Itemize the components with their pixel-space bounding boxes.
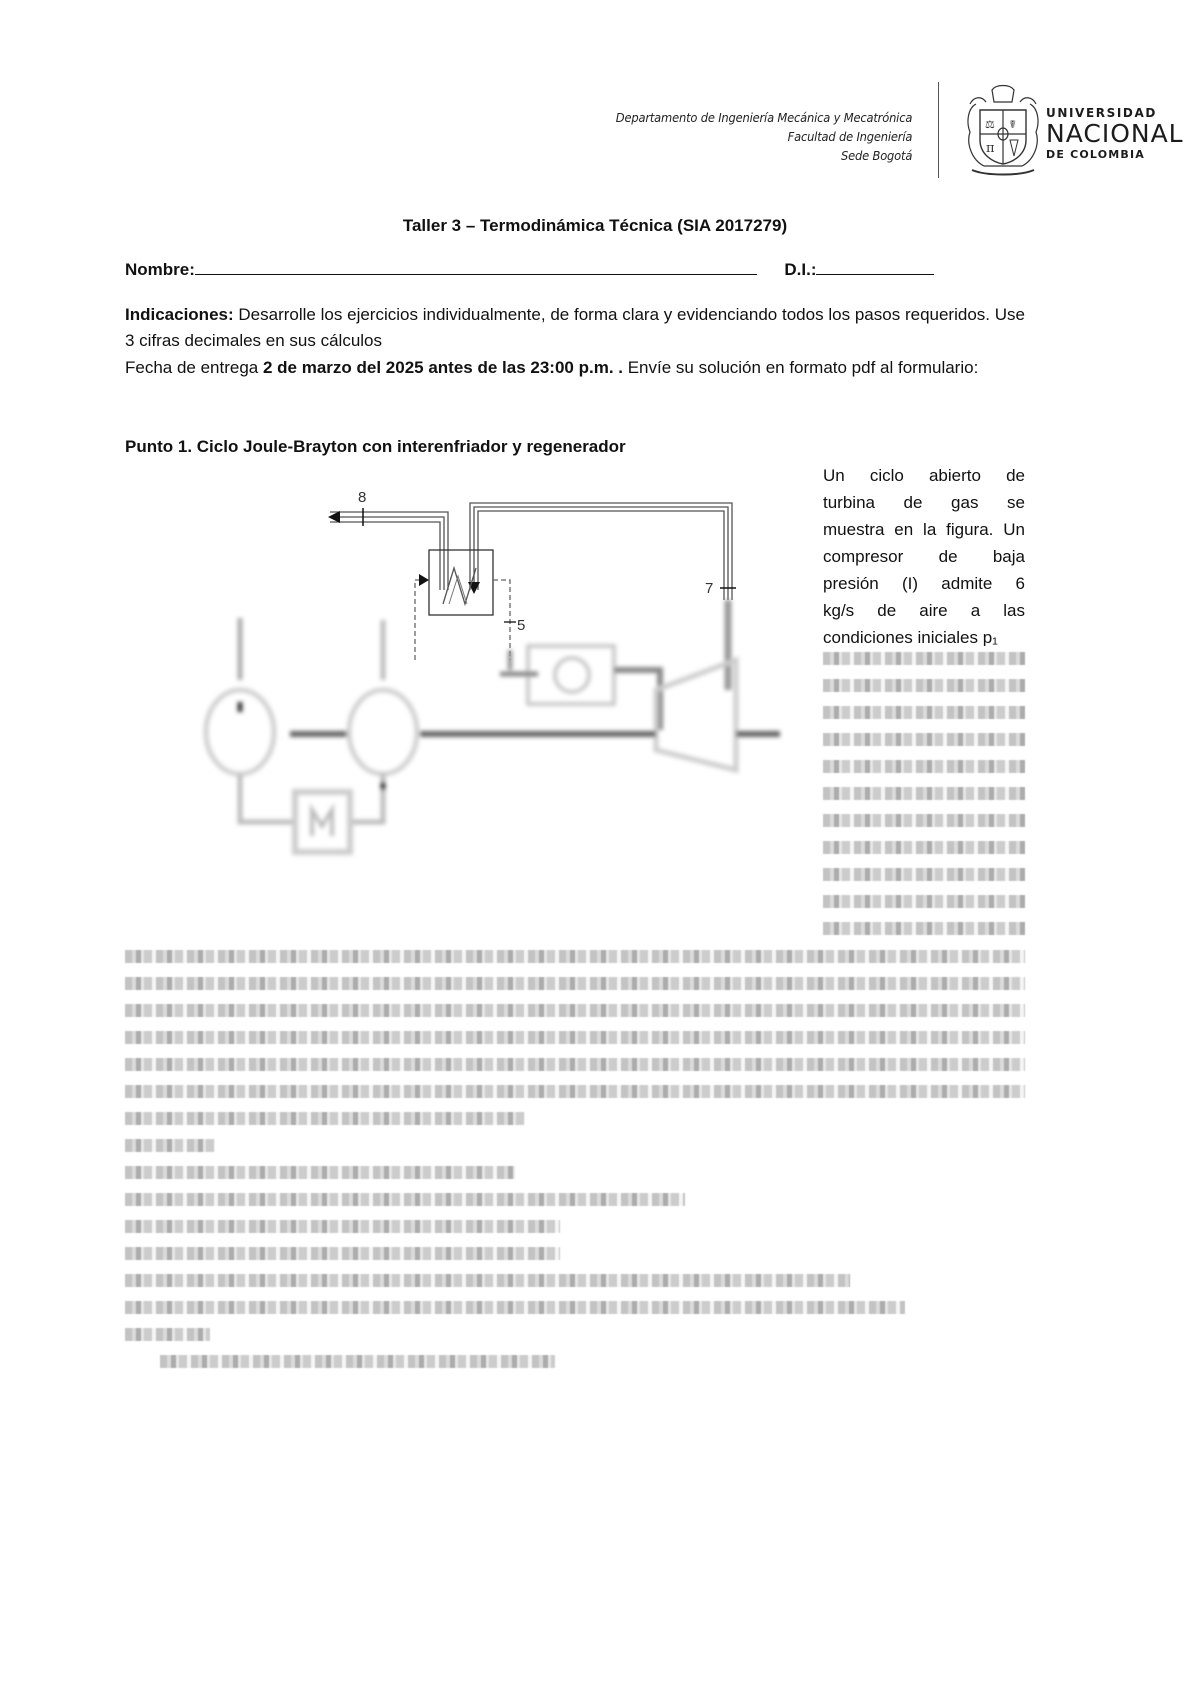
redacted-line bbox=[125, 1085, 1025, 1098]
redacted-line bbox=[125, 1301, 905, 1314]
redacted-line bbox=[125, 1193, 685, 1206]
document-title: Taller 3 – Termodinámica Técnica (SIA 2017279) bbox=[402, 216, 788, 235]
due-date-paragraph bbox=[125, 355, 1025, 381]
turbine-exhaust-pipe-7 bbox=[470, 503, 732, 600]
caduceus-symbol: ☤ bbox=[1009, 119, 1017, 131]
exhaust-pipe-8 bbox=[330, 512, 448, 590]
redacted-line bbox=[125, 1328, 210, 1341]
problem-line: presión (I) admite 6 bbox=[823, 574, 1025, 593]
redacted-line bbox=[160, 1355, 555, 1368]
header-divider bbox=[938, 82, 939, 178]
redacted-line bbox=[125, 1112, 525, 1125]
air-outlet-dashed-5 bbox=[493, 580, 510, 660]
department-line: Departamento de Ingeniería Mecánica y Mecatrónica bbox=[615, 110, 912, 125]
redacted-line bbox=[125, 1004, 1025, 1017]
harp-icon bbox=[1010, 140, 1018, 156]
name-label: Nombre: bbox=[125, 260, 195, 279]
pixelated-diagram-region bbox=[206, 600, 780, 852]
redacted-line bbox=[823, 706, 1025, 719]
university-line3: DE COLOMBIA bbox=[1046, 148, 1146, 161]
scales-symbol: ⚖ bbox=[985, 119, 995, 131]
instructions-paragraph bbox=[125, 302, 1025, 354]
due-date: 2 de marzo del 2025 antes de las 23:00 p.m. . bbox=[262, 358, 623, 377]
campus-line: Sede Bogotá bbox=[840, 148, 912, 163]
redacted-line bbox=[823, 733, 1025, 746]
university-line2: NACIONAL bbox=[1046, 119, 1184, 148]
air-inlet-dashed bbox=[415, 580, 427, 660]
redacted-line bbox=[125, 950, 1025, 963]
redacted-line bbox=[823, 787, 1025, 800]
turbine bbox=[656, 660, 736, 770]
problem-line: muestra en la figura. Un bbox=[823, 520, 1025, 539]
id-label: D.I.: bbox=[784, 260, 817, 279]
state-label-7: 7 bbox=[705, 580, 714, 597]
redacted-line bbox=[823, 679, 1025, 692]
section-heading: Punto 1. Ciclo Joule-Brayton con interenfriador y regenerador bbox=[125, 437, 626, 456]
combustion-chamber bbox=[528, 646, 614, 704]
redacted-line bbox=[823, 841, 1025, 854]
air-arrow-icon bbox=[419, 574, 429, 586]
faculty-line: Facultad de Ingeniería bbox=[787, 129, 912, 144]
problem-line-cut: condiciones iniciales p₁ bbox=[823, 628, 998, 646]
university-crest-logo bbox=[962, 82, 1044, 178]
university-line1: UNIVERSIDAD bbox=[1046, 106, 1157, 120]
redacted-line bbox=[823, 760, 1025, 773]
university-wordmark bbox=[1046, 106, 1184, 162]
name-blank-line[interactable] bbox=[195, 259, 757, 275]
problem-line: Un ciclo abierto de bbox=[823, 466, 1025, 485]
student-info-fields bbox=[125, 259, 934, 280]
instructions-label: Indicaciones: bbox=[125, 305, 234, 324]
redacted-line bbox=[125, 1058, 1025, 1071]
redacted-line bbox=[125, 1166, 515, 1179]
department-header bbox=[616, 108, 912, 165]
due-suffix: Envíe su solución en formato pdf al formulario: bbox=[623, 358, 979, 377]
id-blank-line[interactable] bbox=[816, 259, 934, 275]
redacted-line bbox=[125, 1139, 215, 1152]
redacted-line bbox=[823, 922, 1025, 935]
compressor-2 bbox=[349, 690, 417, 774]
redacted-line bbox=[125, 1274, 850, 1287]
problem-line: kg/s de aire a las bbox=[823, 601, 1025, 620]
redacted-line bbox=[823, 868, 1025, 881]
redacted-line bbox=[125, 1247, 560, 1260]
due-prefix: Fecha de entrega bbox=[125, 358, 263, 377]
problem-statement-column bbox=[823, 462, 1025, 646]
state-label-5: 5 bbox=[517, 617, 526, 634]
redacted-line bbox=[125, 1220, 560, 1233]
pi-symbol: π bbox=[986, 141, 995, 156]
regenerator-box bbox=[429, 550, 493, 615]
problem-line: turbina de gas se bbox=[823, 493, 1025, 512]
redacted-line bbox=[125, 1031, 1025, 1044]
exhaust-arrow-icon bbox=[328, 511, 340, 523]
redacted-line bbox=[125, 977, 1025, 990]
state-label-8: 8 bbox=[358, 489, 367, 506]
brayton-cycle-diagram bbox=[200, 470, 790, 900]
redacted-line bbox=[823, 652, 1025, 665]
redacted-line bbox=[823, 814, 1025, 827]
problem-line: compresor de baja bbox=[823, 547, 1025, 566]
redacted-line bbox=[823, 895, 1025, 908]
instructions-text: Desarrolle los ejercicios individualmente, de forma clara y evidenciando todos los pasos requeridos. Use 3 cifras decimales en sus cálculos bbox=[125, 305, 1025, 350]
